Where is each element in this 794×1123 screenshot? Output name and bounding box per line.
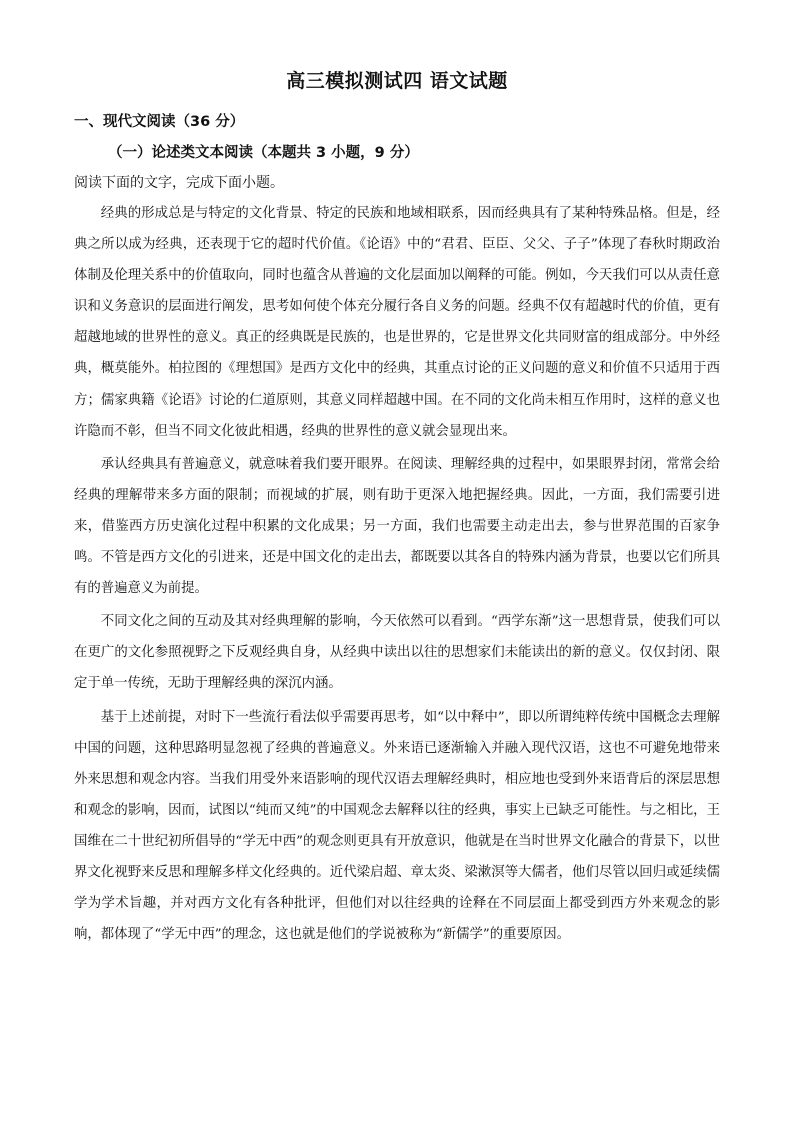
passage-paragraph-1: 经典的形成总是与特定的文化背景、特定的民族和地域相联系，因而经典具有了某种特殊品格。但是，经典之所以成为经典，还表现于它的超时代价值。《论语》中的“君君、臣臣、父父、子子”体现了春秋时期政治体制及伦理关系中的价值取向，同时也蕴含从普遍的文化层面加以阐释的可能。例如，今天我们可以从责任意识和义务意识的层面进行阐发，思考如何使个体充分履行各自义务的问题。经典不仅有超越时代的价值，更有超越地域的世界性的意义。真正的经典既是民族的，也是世界的，它是世界文化共同财富的组成部分。中外经典，概莫能外。柏拉图的《理想国》是西方文化中的经典，其重点讨论的正义问题的意义和价值不只适用于西方；儒家典籍《论语》讨论的仁道原则，其意义同样超越中国。在不同的文化尚未相互作用时，这样的意义也许隐而不彰，但当不同文化彼此相遇，经典的世界性的意义就会显现出来。 — [74, 206, 720, 439]
reading-instruction: 阅读下面的文字，完成下面小题。 — [74, 175, 284, 191]
reading-passage — [74, 198, 720, 952]
passage-paragraph-4: 基于上述前提，对时下一些流行看法似乎需要再思考，如“以中释中”，即以所谓纯粹传统中国概念去理解中国的问题，这种思路明显忽视了经典的普遍意义。外来语已逐渐输入并融入现代汉语，这也不可避免地带来外来思想和观念内容。当我们用受外来语影响的现代汉语去理解经典时，相应地也受到外来语背后的深层思想和观念的影响，因而，试图以“纯而又纯”的中国观念去解释以往的经典，事实上已缺乏可能性。与之相比，王国维在二十世纪初所倡导的“学无中西”的观念则更具有开放意识，他就是在当时世界文化融合的背景下，以世界文化视野来反思和理解多样文化经典的。近代梁启超、章太炎、梁漱溟等大儒者，他们尽管以回归或延续儒学为学术旨趣，并对西方文化有各种批评，但他们对以往经典的诠释在不同层面上都受到西方外来观念的影响，都体现了“学无中西”的理念，这也就是他们的学说被称为“新儒学”的重要原因。 — [74, 709, 720, 943]
document-title: 高三模拟测试四 语文试题 — [286, 70, 508, 92]
section-heading: 一、现代文阅读（36 分） — [74, 114, 245, 130]
passage-paragraph-2: 承认经典具有普遍意义，就意味着我们要开眼界。在阅读、理解经典的过程中，如果眼界封闭，常常会给经典的理解带来多方面的限制；而视域的扩展，则有助于更深入地把握经典。因此，一方面，我们需要引进来，借鉴西方历史演化过程中积累的文化成果；另一方面，我们也需要主动走出去，参与世界范围的百家争鸣。不管是西方文化的引进来，还是中国文化的走出去，都既要以其各自的特殊内涵为背景，也要以它们所具有的普遍意义为前提。 — [74, 456, 720, 597]
sub-section-heading: （一）论述类文本阅读（本题共 3 小题，9 分） — [108, 145, 419, 161]
passage-paragraph-3: 不同文化之间的互动及其对经典理解的影响，今天依然可以看到。“西学东渐”这一思想背景，使我们可以在更广的文化参照视野之下反观经典自身，从经典中读出以往的思想家们未能读出的新的意义。仅仅封闭、限定于单一传统，无助于理解经典的深沉内涵。 — [74, 614, 720, 692]
